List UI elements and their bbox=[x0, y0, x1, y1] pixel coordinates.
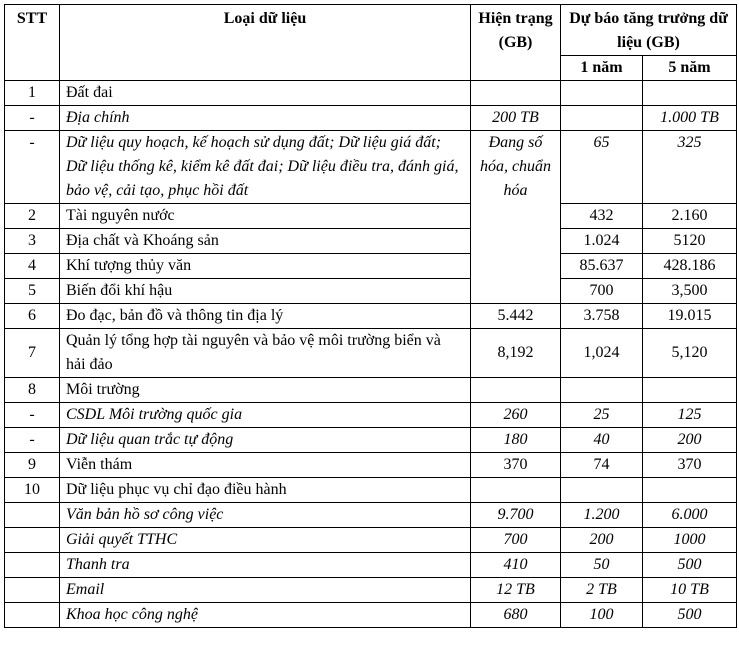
row-stt: 7 bbox=[5, 329, 60, 378]
row-stt bbox=[5, 578, 60, 603]
header-year1: 1 năm bbox=[561, 56, 643, 81]
row-year5: 5120 bbox=[643, 229, 737, 254]
row-year1: 100 bbox=[561, 603, 643, 628]
row-year5: 500 bbox=[643, 603, 737, 628]
row-year5: 6.000 bbox=[643, 503, 737, 528]
row-stt: 10 bbox=[5, 478, 60, 503]
table-row bbox=[5, 503, 737, 528]
row-stt: 1 bbox=[5, 81, 60, 106]
row-type: Dữ liệu quan trắc tự động bbox=[60, 428, 471, 453]
row-stt: 3 bbox=[5, 229, 60, 254]
table-row bbox=[5, 304, 737, 329]
table-row bbox=[5, 378, 737, 403]
row-current: 5.442 bbox=[471, 304, 561, 329]
row-stt: 9 bbox=[5, 453, 60, 478]
table-row bbox=[5, 254, 737, 279]
row-year1: 65 bbox=[561, 131, 643, 204]
row-year1: 1.200 bbox=[561, 503, 643, 528]
table-row bbox=[5, 453, 737, 478]
row-stt bbox=[5, 603, 60, 628]
header-year5: 5 năm bbox=[643, 56, 737, 81]
row-current: 200 TB bbox=[471, 106, 561, 131]
row-current: 260 bbox=[471, 403, 561, 428]
header-stt: STT bbox=[5, 5, 60, 81]
header-data-type: Loại dữ liệu bbox=[60, 5, 471, 81]
row-year5: 1.000 TB bbox=[643, 106, 737, 131]
table-row bbox=[5, 279, 737, 304]
row-year5: 325 bbox=[643, 131, 737, 204]
table-row bbox=[5, 428, 737, 453]
row-type: Giải quyết TTHC bbox=[60, 528, 471, 553]
row-year1: 1,024 bbox=[561, 329, 643, 378]
row-stt: 4 bbox=[5, 254, 60, 279]
row-current: 8,192 bbox=[471, 329, 561, 378]
row-type: Viễn thám bbox=[60, 453, 471, 478]
row-current bbox=[471, 378, 561, 403]
row-year5: 5,120 bbox=[643, 329, 737, 378]
row-current bbox=[471, 478, 561, 503]
row-current: 180 bbox=[471, 428, 561, 453]
row-year5 bbox=[643, 378, 737, 403]
table-row bbox=[5, 603, 737, 628]
row-stt: - bbox=[5, 403, 60, 428]
row-year5: 3,500 bbox=[643, 279, 737, 304]
row-type: Khoa học công nghệ bbox=[60, 603, 471, 628]
row-type: Địa chất và Khoáng sản bbox=[60, 229, 471, 254]
row-year1: 85.637 bbox=[561, 254, 643, 279]
row-year5: 500 bbox=[643, 553, 737, 578]
row-year5: 10 TB bbox=[643, 578, 737, 603]
row-stt bbox=[5, 553, 60, 578]
row-year5: 428.186 bbox=[643, 254, 737, 279]
header-forecast: Dự báo tăng trưởng dữ liệu (GB) bbox=[561, 5, 737, 56]
row-year1: 74 bbox=[561, 453, 643, 478]
row-year1 bbox=[561, 378, 643, 403]
row-type: Tài nguyên nước bbox=[60, 204, 471, 229]
data-table bbox=[4, 4, 737, 628]
row-year1 bbox=[561, 478, 643, 503]
row-type: Văn bản hồ sơ công việc bbox=[60, 503, 471, 528]
table-row bbox=[5, 329, 737, 378]
row-type: Dữ liệu quy hoạch, kế hoạch sử dụng đất; Dữ liệu giá đất; Dữ liệu thống kê, kiểm kê đất đai; Dữ liệu điều tra, đánh giá, bảo vệ, cải tạo, phục hồi đất bbox=[60, 131, 471, 204]
row-current: 410 bbox=[471, 553, 561, 578]
row-type: Dữ liệu phục vụ chỉ đạo điều hành bbox=[60, 478, 471, 503]
row-type: Môi trường bbox=[60, 378, 471, 403]
row-stt: 2 bbox=[5, 204, 60, 229]
row-year5: 125 bbox=[643, 403, 737, 428]
row-stt: - bbox=[5, 131, 60, 204]
row-stt: 6 bbox=[5, 304, 60, 329]
row-stt: 5 bbox=[5, 279, 60, 304]
row-type: Email bbox=[60, 578, 471, 603]
row-year1: 25 bbox=[561, 403, 643, 428]
header-current: Hiện trạng (GB) bbox=[471, 5, 561, 81]
row-year1: 50 bbox=[561, 553, 643, 578]
row-type: Đất đai bbox=[60, 81, 471, 106]
header-row bbox=[5, 5, 737, 56]
row-year5: 19.015 bbox=[643, 304, 737, 329]
row-stt: 8 bbox=[5, 378, 60, 403]
row-current: 12 TB bbox=[471, 578, 561, 603]
row-year1: 700 bbox=[561, 279, 643, 304]
row-year5 bbox=[643, 478, 737, 503]
row-stt bbox=[5, 503, 60, 528]
table-row bbox=[5, 528, 737, 553]
table-row bbox=[5, 81, 737, 106]
row-type: Biến đổi khí hậu bbox=[60, 279, 471, 304]
row-type: CSDL Môi trường quốc gia bbox=[60, 403, 471, 428]
row-year1: 40 bbox=[561, 428, 643, 453]
row-type: Địa chính bbox=[60, 106, 471, 131]
row-year5: 370 bbox=[643, 453, 737, 478]
row-year5: 1000 bbox=[643, 528, 737, 553]
row-type: Thanh tra bbox=[60, 553, 471, 578]
row-type: Quản lý tổng hợp tài nguyên và bảo vệ môi trường biển và hải đảo bbox=[60, 329, 471, 378]
row-year1: 200 bbox=[561, 528, 643, 553]
merged-current-status: Đang số hóa, chuẩn hóa bbox=[471, 131, 561, 304]
table-row bbox=[5, 131, 737, 204]
table-row bbox=[5, 478, 737, 503]
row-year5 bbox=[643, 81, 737, 106]
row-year1: 1.024 bbox=[561, 229, 643, 254]
row-type: Khí tượng thủy văn bbox=[60, 254, 471, 279]
row-stt: - bbox=[5, 428, 60, 453]
row-year1 bbox=[561, 81, 643, 106]
row-current: 9.700 bbox=[471, 503, 561, 528]
row-stt bbox=[5, 528, 60, 553]
row-stt: - bbox=[5, 106, 60, 131]
row-current: 370 bbox=[471, 453, 561, 478]
row-current bbox=[471, 81, 561, 106]
table-row bbox=[5, 578, 737, 603]
table-row bbox=[5, 229, 737, 254]
table-row bbox=[5, 553, 737, 578]
row-current: 680 bbox=[471, 603, 561, 628]
table-row bbox=[5, 204, 737, 229]
row-year1: 3.758 bbox=[561, 304, 643, 329]
row-year5: 2.160 bbox=[643, 204, 737, 229]
table-row bbox=[5, 106, 737, 131]
row-current: 700 bbox=[471, 528, 561, 553]
table-row bbox=[5, 403, 737, 428]
row-year1: 432 bbox=[561, 204, 643, 229]
row-year1: 2 TB bbox=[561, 578, 643, 603]
row-year5: 200 bbox=[643, 428, 737, 453]
row-type: Đo đạc, bản đồ và thông tin địa lý bbox=[60, 304, 471, 329]
row-year1 bbox=[561, 106, 643, 131]
